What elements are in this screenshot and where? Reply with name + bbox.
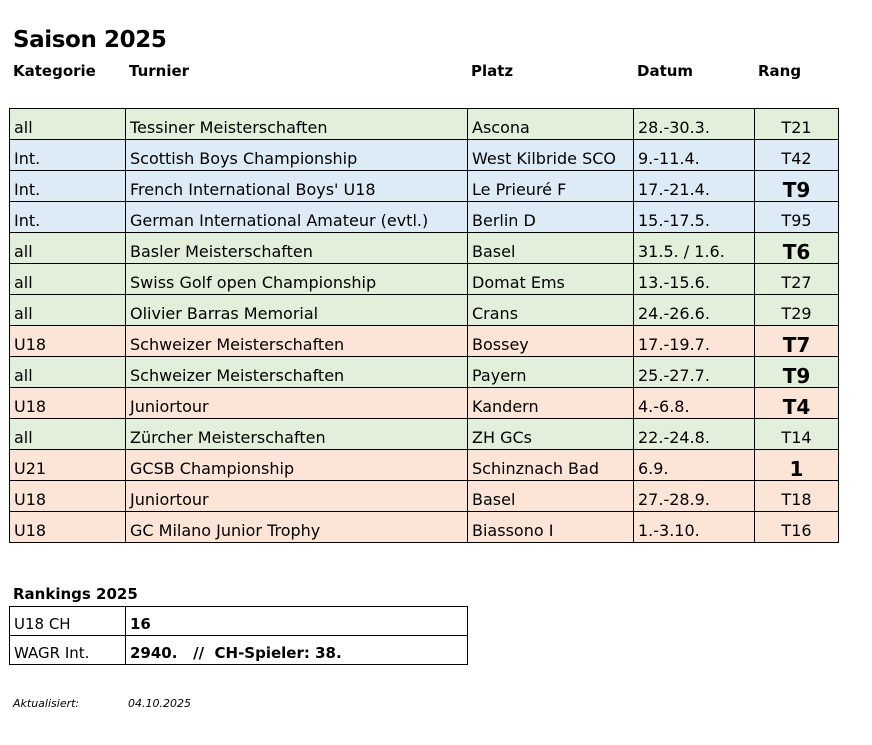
cell-turnier: Juniortour: [126, 481, 468, 512]
cell-turnier: Zürcher Meisterschaften: [126, 419, 468, 450]
cell-datum: 1.-3.10.: [634, 512, 755, 543]
cell-datum: 4.-6.8.: [634, 388, 755, 419]
cell-rang: T9: [755, 357, 839, 388]
cell-turnier: Juniortour: [126, 388, 468, 419]
cell-platz: Schinznach Bad: [468, 450, 634, 481]
cell-rang: T14: [755, 419, 839, 450]
header-turnier: Turnier: [129, 62, 190, 80]
cell-turnier: Swiss Golf open Championship: [126, 264, 468, 295]
cell-turnier: Schweizer Meisterschaften: [126, 326, 468, 357]
cell-platz: Basel: [468, 233, 634, 264]
table-row: [10, 357, 839, 388]
cell-datum: 25.-27.7.: [634, 357, 755, 388]
cell-kategorie: all: [10, 357, 126, 388]
cell-platz: Crans: [468, 295, 634, 326]
cell-datum: 28.-30.3.: [634, 109, 755, 140]
ranking-label: U18 CH: [10, 607, 126, 636]
tournament-table: [9, 108, 839, 543]
cell-turnier: Schweizer Meisterschaften: [126, 357, 468, 388]
cell-platz: Ascona: [468, 109, 634, 140]
cell-datum: 24.-26.6.: [634, 295, 755, 326]
ranking-value: 2940. // CH-Spieler: 38.: [126, 636, 468, 665]
cell-rang: T9: [755, 171, 839, 202]
cell-rang: T16: [755, 512, 839, 543]
cell-kategorie: Int.: [10, 171, 126, 202]
cell-kategorie: all: [10, 109, 126, 140]
cell-datum: 31.5. / 1.6.: [634, 233, 755, 264]
cell-turnier: Olivier Barras Memorial: [126, 295, 468, 326]
cell-turnier: French International Boys' U18: [126, 171, 468, 202]
cell-kategorie: U18: [10, 481, 126, 512]
cell-turnier: Tessiner Meisterschaften: [126, 109, 468, 140]
header-platz: Platz: [471, 62, 514, 80]
cell-platz: Basel: [468, 481, 634, 512]
table-row: [10, 171, 839, 202]
cell-rang: T21: [755, 109, 839, 140]
cell-kategorie: all: [10, 264, 126, 295]
table-row: [10, 388, 839, 419]
table-row: [10, 326, 839, 357]
cell-kategorie: all: [10, 295, 126, 326]
ranking-value: 16: [126, 607, 468, 636]
cell-rang: T7: [755, 326, 839, 357]
cell-datum: 6.9.: [634, 450, 755, 481]
cell-turnier: GCSB Championship: [126, 450, 468, 481]
cell-turnier: GC Milano Junior Trophy: [126, 512, 468, 543]
cell-rang: T27: [755, 264, 839, 295]
updated-label: Aktualisiert:: [13, 697, 80, 710]
cell-turnier: Scottish Boys Championship: [126, 140, 468, 171]
rankings-title: Rankings 2025: [13, 585, 138, 603]
table-row: [10, 140, 839, 171]
cell-turnier: German International Amateur (evtl.): [126, 202, 468, 233]
cell-datum: 22.-24.8.: [634, 419, 755, 450]
table-row: [10, 233, 839, 264]
cell-datum: 27.-28.9.: [634, 481, 755, 512]
cell-rang: T29: [755, 295, 839, 326]
cell-rang: T95: [755, 202, 839, 233]
cell-platz: ZH GCs: [468, 419, 634, 450]
cell-datum: 17.-21.4.: [634, 171, 755, 202]
cell-platz: Payern: [468, 357, 634, 388]
cell-datum: 15.-17.5.: [634, 202, 755, 233]
updated-date: 04.10.2025: [128, 697, 191, 710]
cell-platz: Biassono I: [468, 512, 634, 543]
cell-datum: 17.-19.7.: [634, 326, 755, 357]
table-row: [10, 419, 839, 450]
cell-kategorie: U18: [10, 512, 126, 543]
header-rang: Rang: [758, 62, 802, 80]
cell-kategorie: U21: [10, 450, 126, 481]
ranking-label: WAGR Int.: [10, 636, 126, 665]
table-row: [10, 202, 839, 233]
cell-rang: T18: [755, 481, 839, 512]
cell-kategorie: U18: [10, 326, 126, 357]
table-row: [10, 450, 839, 481]
cell-platz: Berlin D: [468, 202, 634, 233]
rankings-row: [10, 636, 468, 665]
cell-platz: Bossey: [468, 326, 634, 357]
cell-platz: Domat Ems: [468, 264, 634, 295]
cell-rang: T4: [755, 388, 839, 419]
cell-platz: Kandern: [468, 388, 634, 419]
rankings-table: [9, 606, 468, 665]
cell-kategorie: U18: [10, 388, 126, 419]
cell-kategorie: all: [10, 233, 126, 264]
cell-rang: 1: [755, 450, 839, 481]
header-kategorie: Kategorie: [13, 62, 96, 80]
table-row: [10, 512, 839, 543]
cell-datum: 13.-15.6.: [634, 264, 755, 295]
cell-kategorie: Int.: [10, 202, 126, 233]
rankings-row: [10, 607, 468, 636]
cell-platz: Le Prieuré F: [468, 171, 634, 202]
cell-rang: T42: [755, 140, 839, 171]
table-row: [10, 295, 839, 326]
page-title: Saison 2025: [13, 27, 167, 53]
header-datum: Datum: [637, 62, 694, 80]
cell-turnier: Basler Meisterschaften: [126, 233, 468, 264]
cell-kategorie: Int.: [10, 140, 126, 171]
cell-rang: T6: [755, 233, 839, 264]
cell-kategorie: all: [10, 419, 126, 450]
cell-datum: 9.-11.4.: [634, 140, 755, 171]
cell-platz: West Kilbride SCO: [468, 140, 634, 171]
table-row: [10, 264, 839, 295]
table-row: [10, 481, 839, 512]
table-row: [10, 109, 839, 140]
